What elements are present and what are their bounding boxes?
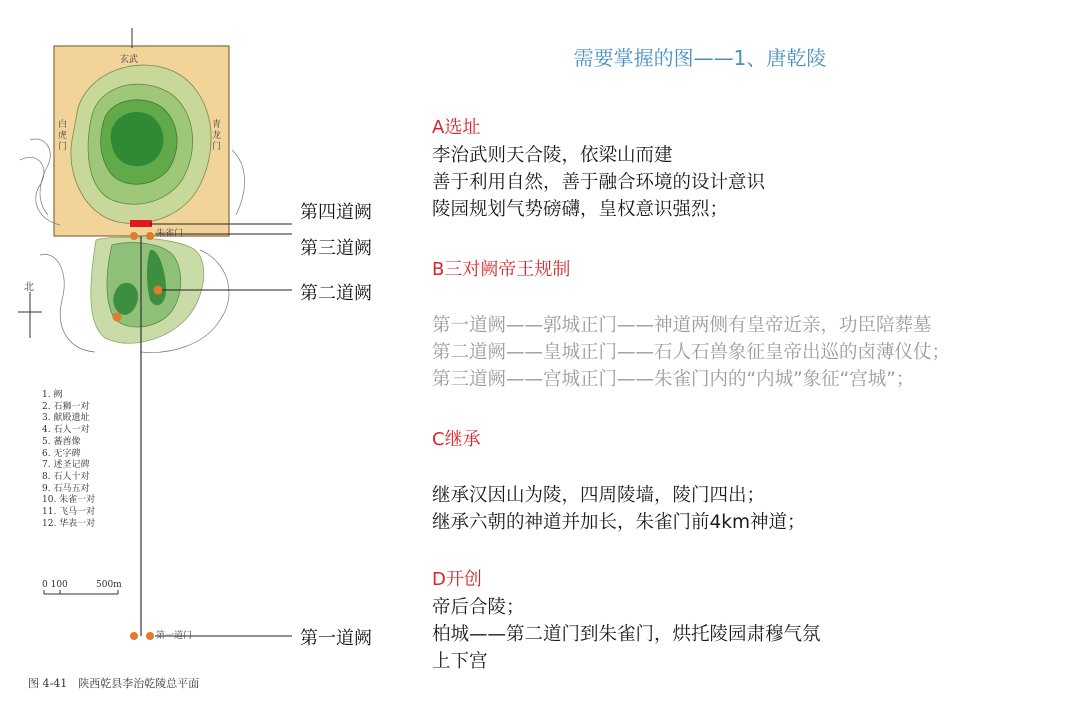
scale-label-end: 500m	[96, 580, 122, 590]
legend-item: 1. 阙	[42, 390, 63, 400]
map-label-zhuque: 朱雀门	[156, 229, 184, 239]
section-header: D开创	[432, 569, 482, 590]
section-innovation	[432, 566, 821, 675]
figure-caption: 图 4-41 陕西乾县李治乾陵总平面	[28, 677, 200, 690]
section-line: 柏城——第二道门到朱雀门，烘托陵园肃穆气氛	[432, 624, 821, 645]
map-label-xuanwu: 玄武	[120, 55, 139, 65]
callout-que4: 第四道阙	[300, 202, 372, 223]
que3-marker-right	[146, 232, 154, 240]
callout-que1: 第一道阙	[300, 628, 372, 649]
map-legend	[42, 390, 95, 530]
section-three-que-lines	[432, 312, 950, 393]
map-label-baihu: 白虎门	[58, 120, 68, 152]
section-line: 继承汉因山为陵，四周陵墙，陵门四出；	[432, 485, 766, 506]
section-header: A选址	[432, 117, 481, 138]
contour-line-left-1	[30, 139, 50, 215]
legend-item: 5. 蕃酋像	[42, 436, 81, 447]
section-line: 第三道阙——宫城正门——朱雀门内的“内城”象征“宫城”；	[432, 369, 915, 390]
section-line: 第一道阙——郭城正门——神道两侧有皇帝近亲，功臣陪葬墓	[432, 315, 932, 336]
section-line: 李治武则天合陵，依梁山而建	[432, 145, 673, 166]
que1-marker-right	[146, 632, 154, 640]
section-site-selection	[432, 114, 765, 223]
legend-item: 4. 石人一对	[42, 425, 90, 436]
section-inheritance-header	[432, 426, 481, 454]
section-line: 继承六朝的神道并加长，朱雀门前4km神道；	[432, 512, 806, 533]
que2-marker-left	[113, 313, 122, 322]
section-header: C继承	[432, 429, 481, 450]
callout-que2: 第二道阙	[300, 283, 372, 304]
fourth-que-marker	[130, 220, 152, 227]
section-three-que-header	[432, 256, 570, 284]
legend-item: 12. 华表一对	[42, 518, 96, 529]
section-line: 善于利用自然，善于融合环境的设计意识	[432, 172, 766, 193]
qianling-site-plan	[0, 0, 420, 708]
que2-marker-right	[154, 286, 163, 295]
legend-item: 3. 献殿遗址	[42, 413, 90, 424]
legend-item: 11. 飞马一对	[42, 507, 96, 518]
page-title: 需要掌握的图——1、唐乾陵	[573, 46, 827, 70]
summit	[111, 112, 164, 166]
legend-item: 7. 述圣记碑	[42, 460, 90, 471]
contour-line-left-3	[40, 254, 95, 352]
que1-marker-left	[130, 632, 138, 640]
legend-item: 10. 朱雀一对	[42, 495, 96, 506]
north-label: 北	[24, 282, 34, 293]
callout-que3: 第三道阙	[300, 238, 372, 259]
section-header: B三对阙帝王规制	[432, 259, 571, 280]
legend-item: 2. 石狮一对	[42, 401, 90, 412]
section-inheritance-lines	[432, 482, 806, 536]
legend-item: 6. 无字碑	[42, 448, 81, 459]
que3-marker-left	[130, 232, 138, 240]
scale-label-start: 0 100	[42, 580, 68, 590]
contour-line-right-1	[232, 150, 245, 215]
section-line: 陵园规划气势磅礴，皇权意识强烈；	[432, 199, 729, 220]
map-label-gate1: 第一道门	[156, 631, 193, 641]
legend-item: 8. 石人十对	[42, 471, 90, 482]
section-line: 帝后合陵；	[432, 597, 525, 618]
section-line: 第二道阙——皇城正门——石人石兽象征皇帝出巡的卤薄仪仗；	[432, 342, 951, 363]
legend-item: 9. 石马五对	[42, 483, 90, 494]
section-line: 上下宫	[432, 651, 488, 672]
map-label-qinglong: 青龙门	[212, 120, 222, 152]
